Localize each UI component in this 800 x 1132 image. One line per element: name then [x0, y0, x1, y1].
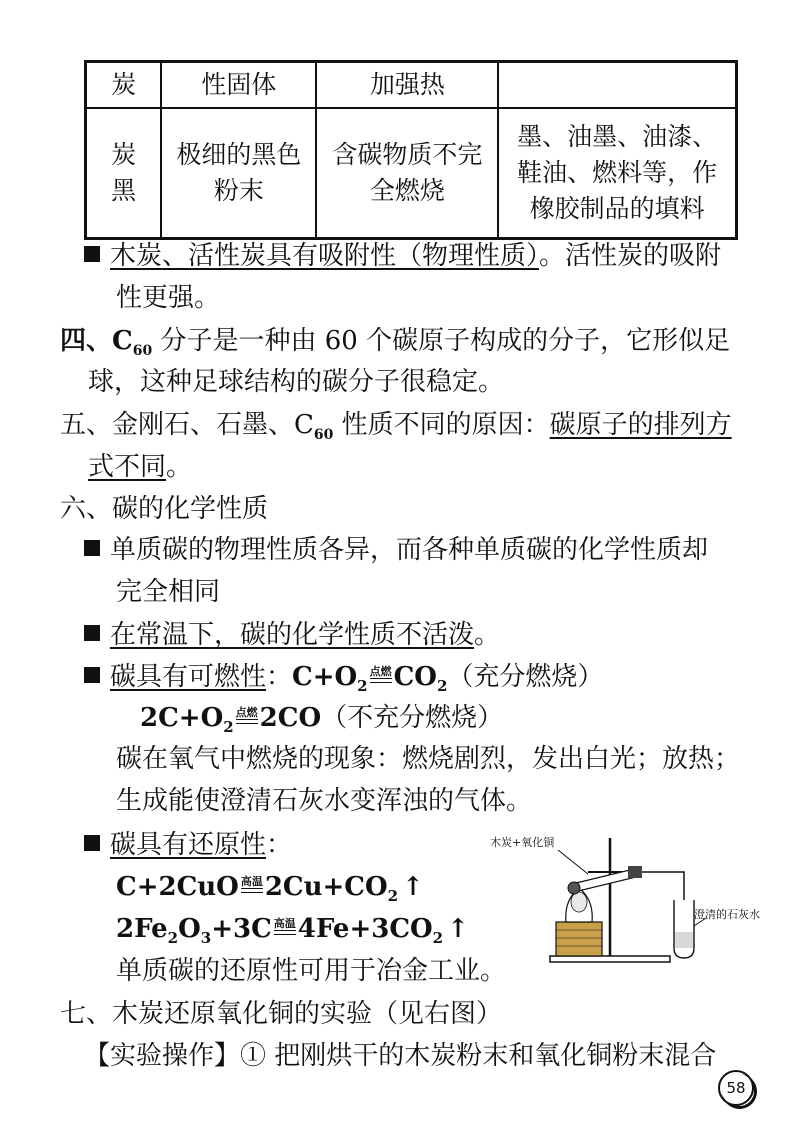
experiment-operation: 【实验操作】① 把刚烘干的木炭粉末和氧化铜粉末混合: [84, 1041, 717, 1071]
table-cell: 加强热: [316, 62, 498, 109]
section-4-cont: 球，这种足球结构的碳分子很稳定。: [88, 367, 505, 397]
apparatus-figure: [488, 828, 778, 988]
phenomenon-line-1: 碳在氧气中燃烧的现象：燃烧剧烈，发出白光；放热；: [116, 744, 741, 774]
page-number: 58: [718, 1070, 754, 1106]
bullet-same-chem: 单质碳的物理性质各异，而各种单质碳的化学性质却: [84, 532, 708, 568]
table-row: [86, 108, 737, 239]
table-cell: 含碳物质不完 全燃烧: [316, 108, 498, 239]
bullet-square-icon: [84, 540, 100, 556]
label-charcoal-copper-oxide: 木炭+氧化铜: [490, 836, 555, 849]
section-5: 五、金刚石、石墨、$C_{60}$ 性质不同的原因：碳原子的排列方: [60, 410, 732, 444]
bullet-same-chem-cont: 完全相同: [116, 577, 221, 607]
metallurgy-line: 单质碳的还原性可用于冶金工业。: [116, 956, 507, 986]
table-cell: 性固体: [161, 62, 316, 109]
phenomenon-line-2: 生成能使澄清石灰水变浑浊的气体。: [116, 786, 533, 816]
equation-3: C+2CuO 高温 $2Cu+CO_2$ ↑: [116, 872, 424, 906]
section-6-title: 六、碳的化学性质: [60, 494, 269, 524]
reaction-condition: 高温: [274, 918, 296, 935]
label-limewater: 澄清的石灰水: [694, 908, 760, 921]
bullet-combustible: 碳具有可燃性：$C+O_2$ 点燃 $CO_2$（充分燃烧）: [84, 659, 603, 704]
table-cell: 炭: [86, 62, 162, 109]
bullet-reducing: 碳具有还原性：: [84, 827, 292, 863]
section-4: 四、$C_{60}$ 分子是一种由 60 个碳原子构成的分子，它形似足: [60, 326, 731, 360]
table-cell: 极细的黑色 粉末: [161, 108, 316, 239]
reaction-condition: 点燃: [236, 707, 258, 724]
bullet-square-icon: [84, 667, 100, 683]
table-row: [86, 62, 737, 109]
bullet-square-icon: [84, 625, 100, 641]
equation-2: $2C+O_2$ 点燃 2CO: [140, 703, 322, 737]
reaction-condition: 点燃: [370, 666, 392, 683]
bullet-square-icon: [84, 246, 100, 262]
equation-2-line: $2C+O_2$ 点燃 2CO（不充分燃烧）: [140, 703, 504, 737]
bullet-square-icon: [84, 835, 100, 851]
carbon-properties-table: [84, 60, 738, 240]
reaction-condition: 高温: [241, 876, 263, 893]
table-cell: [498, 62, 736, 109]
equation-4: $2Fe_2O_3+3C$ 高温 $4Fe+3CO_2$ ↑: [116, 914, 469, 948]
section-5-cont: 式不同。: [88, 452, 193, 482]
bullet-adsorption-cont: 性更强。: [116, 283, 221, 313]
section-7-title: 七、木炭还原氧化铜的实验（见右图）: [60, 999, 503, 1029]
equation-1: $C+O_2$ 点燃 $CO_2$: [292, 662, 448, 696]
bullet-inactive: 在常温下，碳的化学性质不活泼。: [84, 617, 500, 653]
table-cell: 墨、油墨、油漆、 鞋油、燃料等，作 橡胶制品的填料: [498, 108, 736, 239]
table-cell: 炭 黑: [86, 108, 162, 239]
bullet-adsorption: 木炭、活性炭具有吸附性（物理性质）。活性炭的吸附: [84, 238, 721, 274]
